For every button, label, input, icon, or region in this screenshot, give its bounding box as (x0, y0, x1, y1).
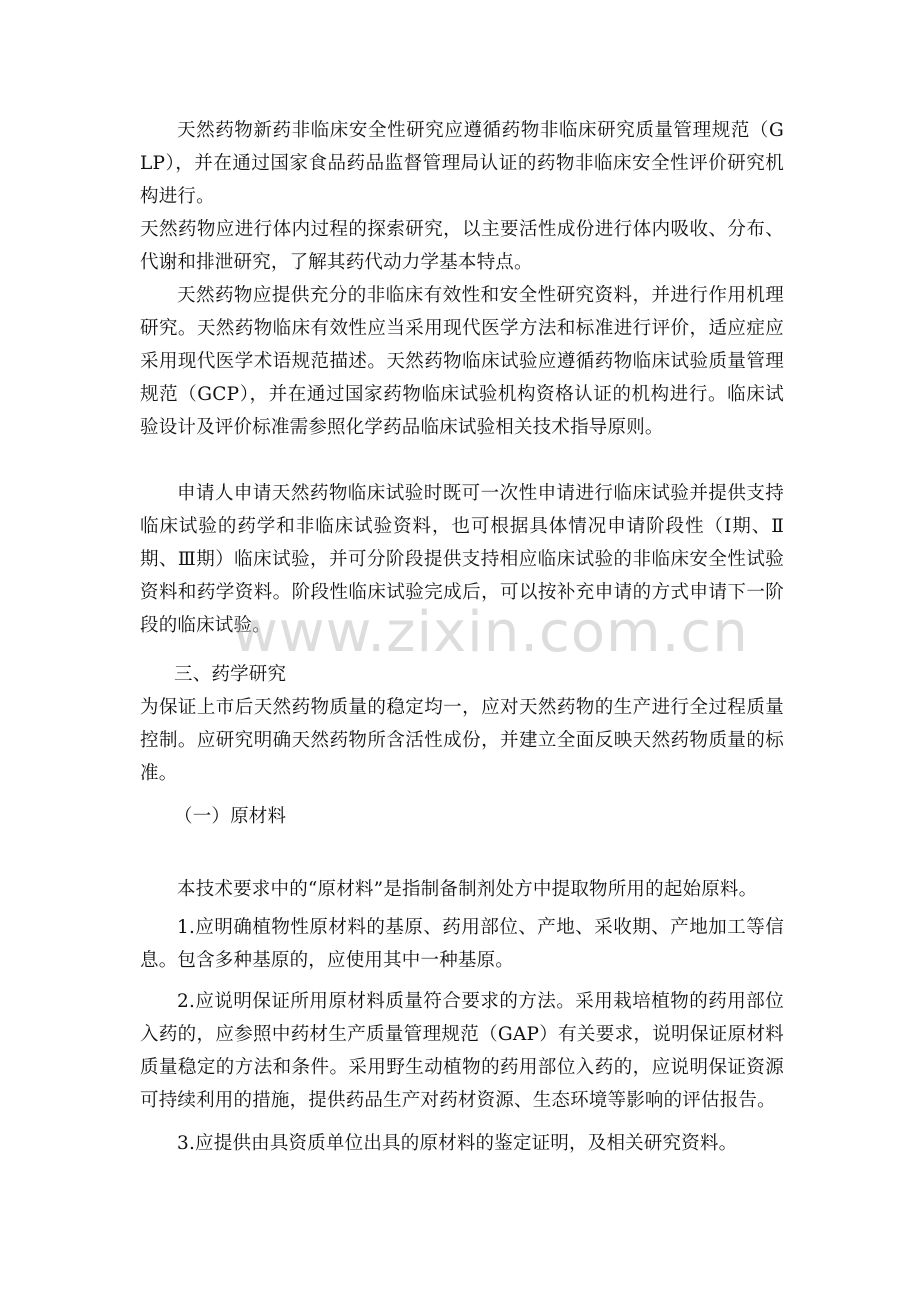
paragraph-clinical-trial-application: 申请人申请天然药物临床试验时既可一次性申请进行临床试验并提供支持临床试验的药学和非临床试验资料，也可根据具体情况申请阶段性（Ⅰ期、Ⅱ期、Ⅲ期）临床试验，并可分阶段提供支持相应临床试验的非临床安全性试验资料和药学资料。阶段性临床试验完成后，可以按补充申请的方式申请下一阶段的临床试验。 (140, 483, 784, 636)
paragraph-efficacy-safety: 天然药物应提供充分的非临床有效性和安全性研究资料，并进行作用机理研究。天然药物临床有效性应当采用现代医学方法和标准进行评价，适应症应采用现代医学术语规范描述。天然药物临床试验应遵循药物临床试验质量管理规范（GCP），并在通过国家药物临床试验机构资格认证的机构进行。临床试验设计及评价标准需参照化学药品临床试验相关技术指导原则。 (140, 285, 784, 438)
paragraph-quality-control: 为保证上市后天然药物质量的稳定均一，应对天然药物的生产进行全过程质量控制。应研究明确天然药物所含活性成份，并建立全面反映天然药物质量的标准。 (140, 697, 784, 784)
paragraph-item-2: 2.应说明保证所用原材料质量符合要求的方法。采用栽培植物的药用部位入药的，应参照中药材生产质量管理规范（GAP）有关要求，说明保证原材料质量稳定的方法和条件。采用野生动植物的药用部位入药的，应说明保证资源可持续利用的措施，提供药品生产对药材资源、生态环境等影响的评估报告。 (140, 991, 784, 1111)
subsection-heading-raw-materials: （一）原材料 (174, 806, 287, 827)
paragraph-raw-material-definition: 本技术要求中的“原材料”是指制备制剂处方中提取物所用的起始原料。 (177, 879, 758, 900)
paragraph-glp: 天然药物新药非临床安全性研究应遵循药物非临床研究质量管理规范（GLP），并在通过国家食品药品监督管理局认证的药物非临床安全性评价研究机构进行。 (140, 120, 784, 207)
paragraph-item-1: 1.应明确植物性原材料的基原、药用部位、产地、采收期、产地加工等信息。包含多种基原的，应使用其中一种基原。 (140, 917, 784, 971)
watermark: www.zixin.com.cn (232, 600, 749, 665)
paragraph-in-vivo: 天然药物应进行体内过程的探索研究，以主要活性成份进行体内吸收、分布、代谢和排泄研究，了解其药代动力学基本特点。 (140, 219, 784, 273)
paragraph-item-3: 3.应提供由具资质单位出具的原材料的鉴定证明，及相关研究资料。 (177, 1133, 738, 1154)
section-heading-pharmacy-research: 三、药学研究 (174, 664, 287, 685)
